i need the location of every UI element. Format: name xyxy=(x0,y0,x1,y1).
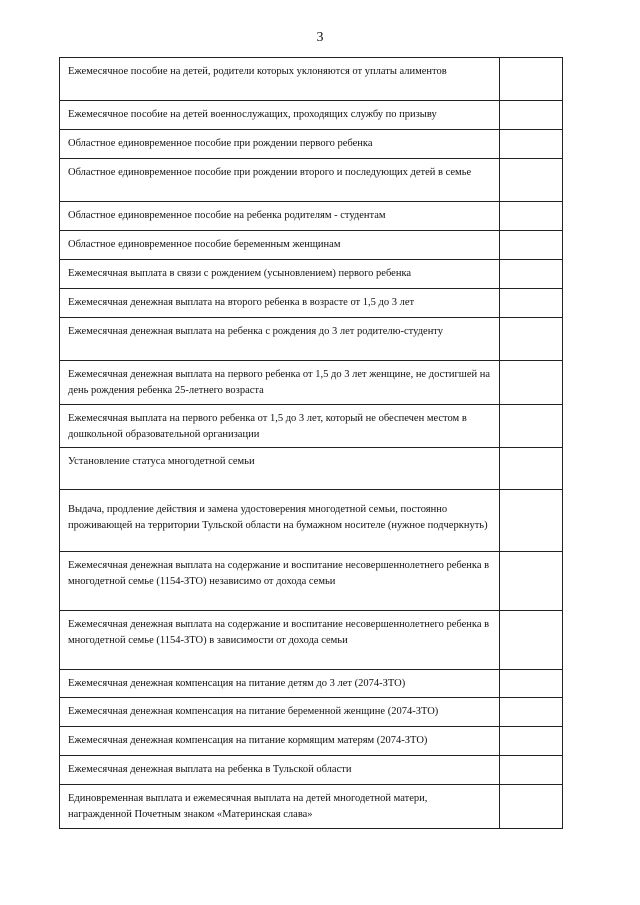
table-row xyxy=(60,698,563,727)
checkbox-cell[interactable] xyxy=(500,159,563,202)
checkbox-cell[interactable] xyxy=(500,611,563,670)
benefit-name-cell xyxy=(60,698,500,727)
benefit-name-cell xyxy=(60,405,500,448)
benefit-name: Ежемесячная денежная компенсация на питание кормящим матерям (2074-ЗТО) xyxy=(68,735,428,746)
checkbox-cell[interactable] xyxy=(500,756,563,785)
table-row xyxy=(60,318,563,361)
benefit-name: Ежемесячная денежная выплата на ребенка в Тульской области xyxy=(68,764,352,775)
checkbox-cell[interactable] xyxy=(500,130,563,159)
benefit-name-cell xyxy=(60,670,500,698)
checkbox-cell[interactable] xyxy=(500,448,563,490)
benefit-name-cell xyxy=(60,611,500,670)
checkbox-cell[interactable] xyxy=(500,670,563,698)
benefit-name-cell xyxy=(60,448,500,490)
table-row xyxy=(60,231,563,260)
benefit-name: Ежемесячное пособие на детей военнослужащих, проходящих службу по призыву xyxy=(68,109,437,120)
table-row xyxy=(60,202,563,231)
table-row xyxy=(60,130,563,159)
benefit-name: Ежемесячная денежная компенсация на питание детям до 3 лет (2074-ЗТО) xyxy=(68,678,406,689)
checkbox-cell[interactable] xyxy=(500,101,563,130)
checkbox-cell[interactable] xyxy=(500,231,563,260)
benefits-table xyxy=(59,57,563,829)
checkbox-cell[interactable] xyxy=(500,361,563,405)
table-row xyxy=(60,101,563,130)
benefit-name: Ежемесячная денежная выплата на ребенка с рождения до 3 лет родителю-студенту xyxy=(68,326,444,337)
checkbox-cell[interactable] xyxy=(500,490,563,552)
table-row xyxy=(60,289,563,318)
benefit-name-cell xyxy=(60,490,500,552)
benefit-name-cell xyxy=(60,58,500,101)
table-row xyxy=(60,490,563,552)
benefit-name-cell xyxy=(60,260,500,289)
benefit-name: Ежемесячная денежная компенсация на питание беременной женщине (2074-ЗТО) xyxy=(68,706,439,717)
table-row xyxy=(60,405,563,448)
benefit-name: Областное единовременное пособие беременным женщинам xyxy=(68,239,341,250)
benefit-name-cell xyxy=(60,159,500,202)
table-row xyxy=(60,552,563,611)
checkbox-cell[interactable] xyxy=(500,552,563,611)
checkbox-cell[interactable] xyxy=(500,202,563,231)
table-row xyxy=(60,727,563,756)
benefit-name: Ежемесячная денежная выплата на второго ребенка в возрасте от 1,5 до 3 лет xyxy=(68,297,415,308)
table-row xyxy=(60,448,563,490)
benefit-name-cell xyxy=(60,130,500,159)
checkbox-cell[interactable] xyxy=(500,58,563,101)
checkbox-cell[interactable] xyxy=(500,785,563,829)
benefit-name: Областное единовременное пособие на ребенка родителям - студентам xyxy=(68,210,386,221)
benefit-name: Ежемесячная выплата в связи с рождением (усыновлением) первого ребенка xyxy=(68,268,412,279)
benefit-name-cell xyxy=(60,361,500,405)
benefit-name: Областное единовременное пособие при рождении первого ребенка xyxy=(68,138,373,149)
benefit-name: Единовременная выплата и ежемесячная выплата на детей многодетной матери, награжденной Почетным знаком «Материнская слава» xyxy=(68,793,428,820)
benefit-name-cell xyxy=(60,756,500,785)
benefit-name-cell xyxy=(60,101,500,130)
benefit-name-cell xyxy=(60,552,500,611)
table-row xyxy=(60,670,563,698)
benefit-name-cell xyxy=(60,231,500,260)
benefit-name-cell xyxy=(60,289,500,318)
checkbox-cell[interactable] xyxy=(500,698,563,727)
benefit-name: Установление статуса многодетной семьи xyxy=(68,456,255,467)
benefit-name: Ежемесячная денежная выплата на первого ребенка от 1,5 до 3 лет женщине, не достигшей на день рождения ребенка 25-летнего возраста xyxy=(68,369,491,396)
benefit-name-cell xyxy=(60,785,500,829)
page-number: 3 xyxy=(316,30,324,45)
benefit-name: Ежемесячная выплата на первого ребенка от 1,5 до 3 лет, который не обеспечен местом в дошкольной образовательной организации xyxy=(68,413,467,440)
benefit-name: Ежемесячное пособие на детей, родители которых уклоняются от уплаты алиментов xyxy=(68,66,447,77)
table-row xyxy=(60,159,563,202)
checkbox-cell[interactable] xyxy=(500,260,563,289)
table-row xyxy=(60,611,563,670)
benefit-name: Ежемесячная денежная выплата на содержание и воспитание несовершеннолетнего ребенка в многодетной семье (1154-ЗТО) в зависимости от дохода семьи xyxy=(68,619,490,646)
table-row xyxy=(60,260,563,289)
checkbox-cell[interactable] xyxy=(500,318,563,361)
benefit-name: Областное единовременное пособие при рождении второго и последующих детей в семье xyxy=(68,167,472,178)
benefit-name-cell xyxy=(60,202,500,231)
benefit-name-cell xyxy=(60,318,500,361)
table-row xyxy=(60,756,563,785)
table-row xyxy=(60,785,563,829)
checkbox-cell[interactable] xyxy=(500,405,563,448)
table-row xyxy=(60,58,563,101)
checkbox-cell[interactable] xyxy=(500,727,563,756)
checkbox-cell[interactable] xyxy=(500,289,563,318)
benefit-name: Ежемесячная денежная выплата на содержание и воспитание несовершеннолетнего ребенка в многодетной семье (1154-ЗТО) независимо от дохода семьи xyxy=(68,560,490,587)
benefit-name: Выдача, продление действия и замена удостоверения многодетной семьи, постоянно проживающей на территории Тульской области на бумажном носителе (нужное подчеркнуть) xyxy=(68,504,488,531)
table-row xyxy=(60,361,563,405)
benefit-name-cell xyxy=(60,727,500,756)
